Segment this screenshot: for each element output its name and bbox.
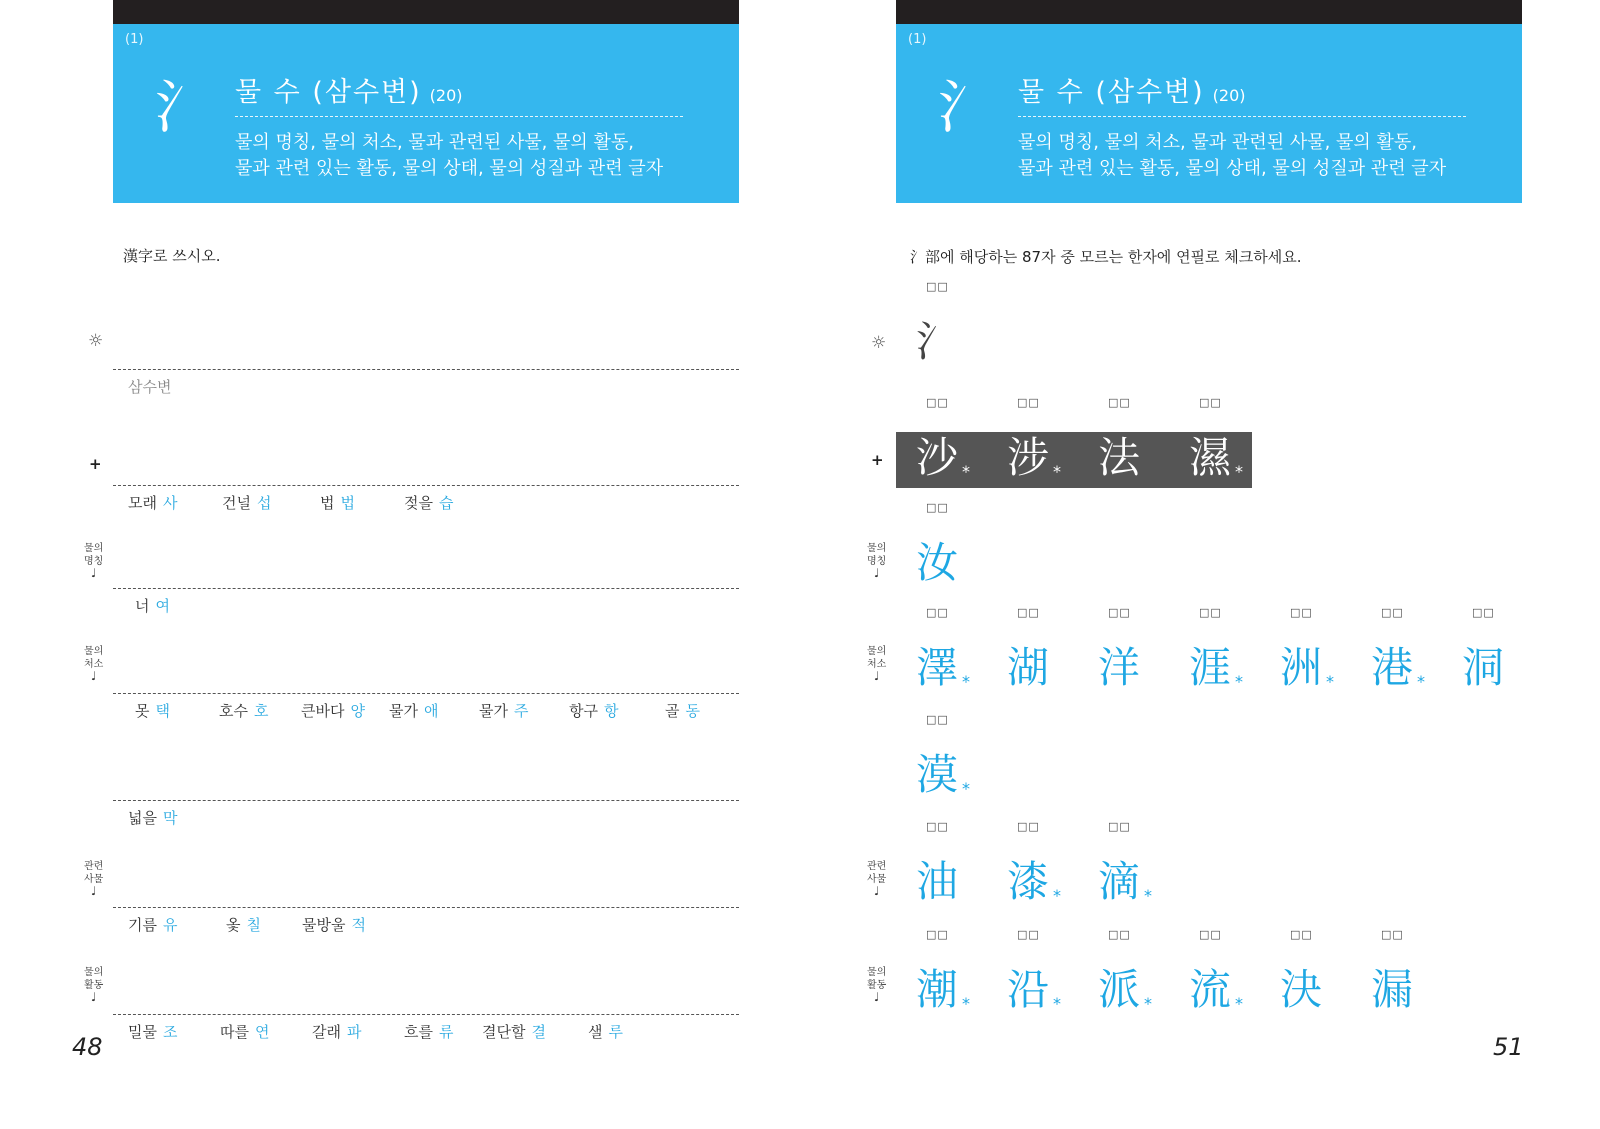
hanzi-item xyxy=(916,713,996,805)
checkbox-pair[interactable]: □□ xyxy=(1199,396,1222,409)
top-bar xyxy=(896,0,1522,24)
reading-item xyxy=(128,1021,220,1042)
banner-description xyxy=(1018,130,1446,182)
act-readings xyxy=(128,1021,623,1042)
asterisk-mark: * xyxy=(962,462,970,481)
hanzi-char: 涯 xyxy=(1189,643,1232,692)
reading-item xyxy=(312,1021,404,1042)
reading-sound: 습 xyxy=(438,494,454,512)
category-label-places xyxy=(867,645,886,683)
checkbox-pair[interactable]: □□ xyxy=(926,713,949,726)
right-page xyxy=(800,0,1600,1129)
asterisk-mark: * xyxy=(1235,462,1243,481)
hanzi-char: 湖 xyxy=(1007,643,1050,692)
hanzi-char: 漠 xyxy=(916,750,959,799)
plus-readings xyxy=(128,492,453,513)
checkbox-pair[interactable]: □□ xyxy=(926,606,949,619)
hanzi-item xyxy=(916,820,996,912)
reading-sound: 루 xyxy=(608,1023,623,1041)
banner-description xyxy=(235,130,663,182)
sun-icon: ☼ xyxy=(871,333,887,353)
reading-word: 호수 xyxy=(219,702,248,720)
banner-desc-line-1: 물의 명칭, 물의 처소, 물과 관련된 사물, 물의 활동, xyxy=(235,132,635,153)
reading-word: 샐 xyxy=(588,1023,603,1041)
hanzi-char: 油 xyxy=(916,857,959,906)
instruction-text: 漢字로 쓰시오. xyxy=(123,247,221,265)
label-line: 관련 xyxy=(84,861,104,872)
reading-item xyxy=(479,700,569,721)
reading-sound: 섭 xyxy=(256,494,272,512)
checkbox-pair[interactable]: □□ xyxy=(1108,928,1131,941)
label-line: 활동 xyxy=(867,980,887,991)
instruction-text: 氵部에 해당하는 87자 중 모르는 한자에 연필로 체크하세요. xyxy=(910,248,1302,266)
top-bar xyxy=(113,0,739,24)
reading-sound: 막 xyxy=(162,809,178,827)
asterisk-mark: * xyxy=(1235,672,1243,691)
reading-sound: 동 xyxy=(685,702,700,720)
section-number: (1) xyxy=(125,32,144,47)
label-line: 물의 xyxy=(84,646,104,657)
checkbox-pair[interactable]: □□ xyxy=(1472,606,1495,619)
checkbox-pair[interactable]: □□ xyxy=(926,501,949,514)
label-line: 물의 xyxy=(84,543,104,554)
writing-line xyxy=(113,485,739,486)
hanzi-item xyxy=(1371,606,1451,698)
reading-item xyxy=(302,914,366,935)
label-line: 사물 xyxy=(867,874,887,885)
reading-word: 너 xyxy=(135,597,150,615)
section-number: (1) xyxy=(908,32,927,47)
radical-glyph: 氵 xyxy=(938,73,997,141)
reading-item xyxy=(128,492,222,513)
plus-icon: + xyxy=(871,451,884,469)
category-label-acts xyxy=(84,966,103,1004)
checkbox-pair[interactable]: □□ xyxy=(1381,928,1404,941)
hanzi-item xyxy=(1371,928,1451,1020)
category-label-names xyxy=(84,542,103,580)
asterisk-mark: * xyxy=(1326,672,1334,691)
category-label-things xyxy=(84,860,103,898)
asterisk-mark: * xyxy=(1417,672,1425,691)
hanzi-item xyxy=(916,606,996,698)
asterisk-mark: * xyxy=(1144,886,1152,905)
hanzi-char: 沙 xyxy=(916,433,959,482)
label-line: 물의 xyxy=(867,646,887,657)
banner-divider xyxy=(235,116,683,117)
music-note-icon: ♩ xyxy=(90,884,97,898)
name-readings xyxy=(135,595,170,616)
reading-sound: 유 xyxy=(162,916,178,934)
asterisk-mark: * xyxy=(962,779,970,798)
reading-word: 따를 xyxy=(220,1023,249,1041)
place-readings-2 xyxy=(128,807,177,828)
writing-line xyxy=(113,369,739,370)
reading-item xyxy=(301,700,389,721)
banner-title xyxy=(235,70,463,109)
hanzi-item xyxy=(1098,606,1178,698)
checkbox-pair[interactable]: □□ xyxy=(1199,928,1222,941)
writing-line xyxy=(113,693,739,694)
label-line: 활동 xyxy=(84,980,104,991)
reading-word: 항구 xyxy=(569,702,598,720)
reading-word: 젖을 xyxy=(404,494,433,512)
hanzi-char: 港 xyxy=(1371,643,1414,692)
hanzi-item xyxy=(1007,396,1087,488)
reading-item xyxy=(569,700,665,721)
checkbox-pair[interactable]: □□ xyxy=(1108,396,1131,409)
banner-title xyxy=(1018,70,1246,109)
reading-sound: 법 xyxy=(340,494,355,512)
checkbox-pair[interactable]: □□ xyxy=(926,820,949,833)
reading-sound: 사 xyxy=(162,494,178,512)
reading-sound: 애 xyxy=(423,702,439,720)
checkbox-pair[interactable]: □□ xyxy=(1108,606,1131,619)
hanzi-item xyxy=(1098,820,1178,912)
reading-sound: 여 xyxy=(155,597,170,615)
reading-item xyxy=(588,1021,623,1042)
reading-item xyxy=(226,914,302,935)
hanzi-char: 洞 xyxy=(1462,643,1505,692)
writing-line xyxy=(113,1014,739,1015)
banner-desc-line-2: 물과 관련 있는 활동, 물의 상태, 물의 성질과 관련 글자 xyxy=(1018,158,1447,179)
reading-word: 모래 xyxy=(128,494,157,512)
hanzi-item xyxy=(1280,606,1360,698)
writing-line xyxy=(113,588,739,589)
reading-word: 갈래 xyxy=(312,1023,341,1041)
hanzi-item xyxy=(916,501,996,593)
category-label-things xyxy=(867,860,886,898)
asterisk-mark: * xyxy=(962,994,970,1013)
banner-title-text: 물 수 (삼수변) xyxy=(235,77,422,108)
radical-glyph: 氵 xyxy=(155,73,214,141)
hanzi-char: 漆 xyxy=(1007,857,1050,906)
banner-count: (20) xyxy=(429,86,463,105)
hanzi-item xyxy=(1007,820,1087,912)
hanzi-radical xyxy=(916,280,996,372)
hanzi-char: 濕 xyxy=(1189,433,1232,482)
reading-item xyxy=(135,700,219,721)
reading-item xyxy=(128,807,177,828)
category-label-names xyxy=(867,542,886,580)
page-number: 51 xyxy=(1493,1033,1524,1061)
hanzi-char: 潮 xyxy=(916,965,959,1014)
reading-item xyxy=(219,700,301,721)
asterisk-mark: * xyxy=(1053,886,1061,905)
hanzi-char: 汝 xyxy=(916,538,959,587)
checkbox-pair[interactable]: □□ xyxy=(1199,606,1222,619)
checkbox-pair[interactable]: □□ xyxy=(1290,928,1313,941)
reading-word: 물가 xyxy=(479,702,508,720)
reading-word: 건널 xyxy=(222,494,251,512)
radical-banner xyxy=(896,24,1522,203)
reading-item xyxy=(482,1021,588,1042)
reading-word: 큰바다 xyxy=(301,702,345,720)
checkbox-pair[interactable]: □□ xyxy=(1017,606,1040,619)
music-note-icon: ♩ xyxy=(873,566,880,580)
checkbox-pair[interactable]: □□ xyxy=(1381,606,1404,619)
hanzi-item xyxy=(1007,928,1087,1020)
label-line: 물의 xyxy=(867,543,887,554)
music-note-icon: ♩ xyxy=(90,669,97,683)
reading-word: 골 xyxy=(665,702,680,720)
reading-sound: 결 xyxy=(531,1023,546,1041)
hanzi-item xyxy=(916,928,996,1020)
banner-count: (20) xyxy=(1212,86,1246,105)
hanzi-item xyxy=(1189,928,1269,1020)
reading-item xyxy=(389,700,479,721)
reading-item xyxy=(220,1021,312,1042)
label-line: 명칭 xyxy=(867,556,887,567)
page-number: 48 xyxy=(72,1033,103,1061)
hanzi-char: 滴 xyxy=(1098,857,1141,906)
plus-icon: + xyxy=(89,455,102,473)
music-note-icon: ♩ xyxy=(90,566,97,580)
hanzi-item xyxy=(1280,928,1360,1020)
asterisk-mark: * xyxy=(1053,462,1061,481)
checkbox-pair[interactable]: □□ xyxy=(1108,820,1131,833)
asterisk-mark: * xyxy=(962,672,970,691)
writing-line xyxy=(113,800,739,801)
asterisk-mark: * xyxy=(1235,994,1243,1013)
banner-desc-line-1: 물의 명칭, 물의 처소, 물과 관련된 사물, 물의 활동, xyxy=(1018,132,1418,153)
reading-sound: 주 xyxy=(513,702,529,720)
hanzi-char: 沿 xyxy=(1007,965,1050,1014)
asterisk-mark: * xyxy=(1053,994,1061,1013)
hanzi-item xyxy=(1462,606,1542,698)
reading-word: 밀물 xyxy=(128,1023,157,1041)
reading-word: 물방울 xyxy=(302,916,346,934)
radical-banner xyxy=(113,24,739,203)
reading-sound: 양 xyxy=(350,702,365,720)
reading-sound: 조 xyxy=(162,1023,178,1041)
reading-sound: 적 xyxy=(351,916,366,934)
reading-sound: 항 xyxy=(603,702,619,720)
hanzi-char: 派 xyxy=(1098,965,1141,1014)
label-line: 관련 xyxy=(867,861,887,872)
category-label-acts xyxy=(867,966,886,1004)
reading-word: 넓을 xyxy=(128,809,157,827)
reading-word: 기름 xyxy=(128,916,157,934)
reading-word: 못 xyxy=(135,702,150,720)
reading-word: 흐를 xyxy=(404,1023,433,1041)
checkbox-pair[interactable]: □□ xyxy=(1017,396,1040,409)
label-line: 처소 xyxy=(867,659,887,670)
banner-desc-line-2: 물과 관련 있는 활동, 물의 상태, 물의 성질과 관련 글자 xyxy=(235,158,664,179)
hanzi-item xyxy=(1098,928,1178,1020)
hanzi-char: 決 xyxy=(1280,965,1323,1014)
reading-word: 옻 xyxy=(226,916,241,934)
reading-sound: 파 xyxy=(346,1023,362,1041)
reading-item xyxy=(222,492,320,513)
hanzi-char: 洋 xyxy=(1098,643,1141,692)
hanzi-item xyxy=(1189,606,1269,698)
reading-word: 법 xyxy=(320,494,335,512)
hanzi-char: 涉 xyxy=(1007,433,1050,482)
reading-item xyxy=(665,700,700,721)
label-line: 처소 xyxy=(84,659,104,670)
hanzi-char: 漏 xyxy=(1371,965,1414,1014)
hanzi-char: 流 xyxy=(1189,965,1232,1014)
music-note-icon: ♩ xyxy=(873,990,880,1004)
reading-sound: 택 xyxy=(155,702,170,720)
checkbox-pair[interactable]: □□ xyxy=(926,280,949,293)
thing-readings xyxy=(128,914,366,935)
checkbox-pair[interactable]: □□ xyxy=(1017,928,1040,941)
hanzi-item xyxy=(1098,396,1178,488)
banner-divider xyxy=(1018,116,1466,117)
radical-reading: 삼수변 xyxy=(128,378,172,396)
category-label-places xyxy=(84,645,103,683)
hanzi-char: 澤 xyxy=(916,643,959,692)
sun-icon: ☼ xyxy=(88,331,104,351)
hanzi-item xyxy=(916,396,996,488)
reading-sound: 칠 xyxy=(246,916,261,934)
checkbox-pair[interactable]: □□ xyxy=(926,396,949,409)
label-line: 물의 xyxy=(84,967,104,978)
music-note-icon: ♩ xyxy=(873,884,880,898)
hanzi-char: 法 xyxy=(1098,433,1141,482)
reading-item xyxy=(128,914,226,935)
reading-item xyxy=(320,492,404,513)
checkbox-pair[interactable]: □□ xyxy=(926,928,949,941)
hanzi-char: 洲 xyxy=(1280,643,1323,692)
reading-item xyxy=(135,595,170,616)
reading-item xyxy=(404,492,453,513)
label-line: 물의 xyxy=(867,967,887,978)
hanzi-item xyxy=(1189,396,1269,488)
music-note-icon: ♩ xyxy=(873,669,880,683)
writing-line xyxy=(113,907,739,908)
place-readings xyxy=(135,700,700,721)
reading-sound: 호 xyxy=(253,702,269,720)
label-line: 사물 xyxy=(84,874,104,885)
reading-word: 결단할 xyxy=(482,1023,526,1041)
reading-word: 물가 xyxy=(389,702,418,720)
reading-sound: 연 xyxy=(254,1023,270,1041)
label-line: 명칭 xyxy=(84,556,104,567)
music-note-icon: ♩ xyxy=(90,990,97,1004)
checkbox-pair[interactable]: □□ xyxy=(1017,820,1040,833)
reading-sound: 류 xyxy=(438,1023,454,1041)
hanzi-item xyxy=(1007,606,1087,698)
reading-item xyxy=(404,1021,482,1042)
asterisk-mark: * xyxy=(1144,994,1152,1013)
hanzi-char: 氵 xyxy=(916,317,959,366)
checkbox-pair[interactable]: □□ xyxy=(1290,606,1313,619)
banner-title-text: 물 수 (삼수변) xyxy=(1018,77,1205,108)
